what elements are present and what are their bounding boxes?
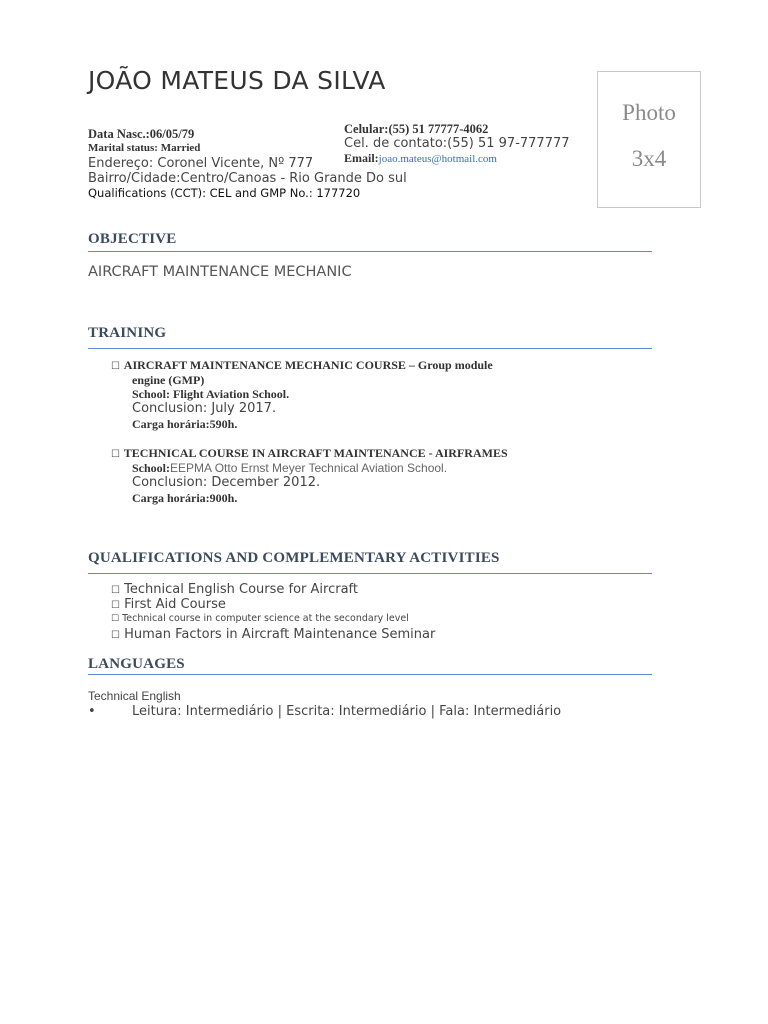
languages-title: LANGUAGES xyxy=(88,656,185,672)
course-1-hours: Carga horária:590h. xyxy=(132,417,238,431)
course-1-title-cont: engine (GMP) xyxy=(132,373,205,387)
course-1-school: School: Flight Aviation School. xyxy=(132,387,290,401)
checkbox-icon: ☐ xyxy=(111,361,120,372)
training-divider xyxy=(88,348,652,349)
city: Bairro/Cidade:Centro/Canoas - Rio Grande Do sul xyxy=(88,171,407,186)
email-label: Email: xyxy=(344,151,379,165)
birth-date xyxy=(88,127,194,142)
qualification-text: Technical course in computer science at the secondary level xyxy=(122,613,409,624)
course-1-heading xyxy=(111,358,493,373)
marital-status: Marital status: Married xyxy=(88,142,201,154)
training-title: TRAINING xyxy=(88,325,167,341)
candidate-name: JOÃO MATEUS DA SILVA xyxy=(88,66,386,95)
qualification-item xyxy=(111,613,409,624)
course-2-conclusion: Conclusion: December 2012. xyxy=(132,475,321,490)
course-1-conclusion: Conclusion: July 2017. xyxy=(132,401,277,416)
language-levels: Leitura: Intermediário | Escrita: Intermediário | Fala: Intermediário xyxy=(132,704,562,719)
qualifications-cct: Qualifications (CCT): CEL and GMP No.: 177720 xyxy=(88,186,361,200)
qualification-text: First Aid Course xyxy=(124,597,226,612)
photo-placeholder xyxy=(597,71,701,208)
course-2-school xyxy=(132,461,447,476)
checkbox-icon: ☐ xyxy=(111,449,120,460)
qualification-item xyxy=(111,627,435,642)
contact-phone: Cel. de contato:(55) 51 97-777777 xyxy=(344,136,570,151)
course-2-hours: Carga horária:900h. xyxy=(132,491,238,505)
qualifications-title: QUALIFICATIONS AND COMPLEMENTARY ACTIVITIES xyxy=(88,550,500,566)
course-2-title: TECHNICAL COURSE IN AIRCRAFT MAINTENANCE - AIRFRAMES xyxy=(123,446,508,460)
checkbox-icon: ☐ xyxy=(111,585,120,596)
checkbox-icon: ☐ xyxy=(111,630,120,641)
course-1-title: AIRCRAFT MAINTENANCE MECHANIC COURSE – Group module xyxy=(123,358,493,372)
languages-divider xyxy=(88,674,652,675)
address: Endereço: Coronel Vicente, Nº 777 xyxy=(88,156,314,171)
cell-phone-label: Celular: xyxy=(344,122,389,136)
photo-size: 3x4 xyxy=(631,146,667,171)
qualification-item xyxy=(111,582,358,597)
email xyxy=(344,151,497,166)
qualification-item xyxy=(111,597,226,612)
qualification-text: Technical English Course for Aircraft xyxy=(124,582,359,597)
photo-label: Photo xyxy=(622,100,676,125)
cell-phone xyxy=(344,122,488,137)
qualifications-divider xyxy=(88,573,652,574)
objective-title: OBJECTIVE xyxy=(88,231,177,247)
birth-date-label: Data Nasc.: xyxy=(88,127,150,141)
objective-divider xyxy=(88,251,652,252)
checkbox-icon: ☐ xyxy=(111,600,120,611)
cell-phone-value: (55) 51 77777-4062 xyxy=(388,122,489,136)
language-bullet: • xyxy=(88,704,96,719)
language-name: Technical English xyxy=(88,689,181,703)
course-2-heading xyxy=(111,446,508,461)
email-link[interactable]: joao.mateus@hotmail.com xyxy=(378,153,497,165)
checkbox-icon: ☐ xyxy=(111,614,120,624)
qualification-text: Human Factors in Aircraft Maintenance Seminar xyxy=(124,627,436,642)
course-2-school-value: EEPMA Otto Ernst Meyer Technical Aviation School. xyxy=(170,461,448,475)
objective-text: AIRCRAFT MAINTENANCE MECHANIC xyxy=(88,264,352,280)
course-2-school-label: School: xyxy=(132,461,171,475)
birth-date-value: 06/05/79 xyxy=(149,127,195,141)
